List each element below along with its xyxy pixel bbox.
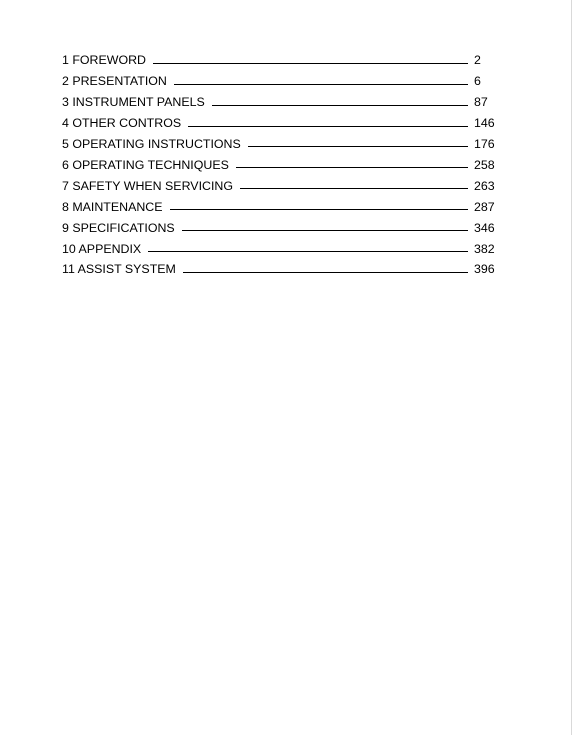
toc-leader-line <box>183 272 468 273</box>
toc-entry-title: 10 APPENDIX <box>62 241 142 256</box>
toc-entry-page-number: 2 <box>474 53 481 68</box>
toc-entry-other-controls[interactable] <box>62 109 506 130</box>
toc-entry-title: 8 MAINTENANCE <box>62 199 163 214</box>
toc-leader-line <box>188 126 468 127</box>
toc-leader-line <box>236 167 468 168</box>
toc-entry-foreword[interactable] <box>62 46 506 67</box>
toc-entry-title: 3 INSTRUMENT PANELS <box>62 95 205 110</box>
toc-entry-maintenance[interactable] <box>62 192 506 213</box>
toc-entry-page-number: 382 <box>474 241 495 256</box>
toc-entry-page-number: 176 <box>474 137 495 152</box>
toc-entry-presentation[interactable] <box>62 67 506 88</box>
toc-entry-title: 7 SAFETY WHEN SERVICING <box>62 178 233 193</box>
toc-leader-line <box>240 188 468 189</box>
toc-entry-page-number: 396 <box>474 262 495 277</box>
toc-entry-specifications[interactable] <box>62 213 506 234</box>
toc-entry-title: 6 OPERATING TECHNIQUES <box>62 157 229 172</box>
toc-entry-page-number: 263 <box>474 178 495 193</box>
toc-entry-instrument-panels[interactable] <box>62 88 506 109</box>
toc-entry-title: 1 FOREWORD <box>62 53 146 68</box>
toc-entry-page-number: 346 <box>474 220 495 235</box>
toc-leader-line <box>212 105 468 106</box>
toc-entry-title: 5 OPERATING INSTRUCTIONS <box>62 137 241 152</box>
table-of-contents <box>62 46 506 276</box>
toc-leader-line <box>148 251 468 252</box>
toc-entry-operating-techniques[interactable] <box>62 150 506 171</box>
toc-leader-line <box>153 63 468 64</box>
toc-entry-page-number: 87 <box>474 95 488 110</box>
toc-leader-line <box>174 84 468 85</box>
toc-entry-title: 9 SPECIFICATIONS <box>62 220 175 235</box>
toc-leader-line <box>170 209 468 210</box>
toc-entry-appendix[interactable] <box>62 234 506 255</box>
toc-entry-page-number: 6 <box>474 74 481 89</box>
toc-entry-assist-system[interactable] <box>62 255 506 276</box>
toc-entry-title: 2 PRESENTATION <box>62 74 167 89</box>
toc-entry-safety-when-servicing[interactable] <box>62 171 506 192</box>
toc-leader-line <box>182 230 468 231</box>
toc-entry-page-number: 258 <box>474 157 495 172</box>
toc-leader-line <box>248 146 468 147</box>
toc-entry-title: 11 ASSIST SYSTEM <box>62 262 176 277</box>
toc-entry-operating-instructions[interactable] <box>62 130 506 151</box>
toc-entry-page-number: 146 <box>474 116 495 131</box>
toc-entry-page-number: 287 <box>474 199 495 214</box>
toc-entry-title: 4 OTHER CONTROS <box>62 116 182 131</box>
